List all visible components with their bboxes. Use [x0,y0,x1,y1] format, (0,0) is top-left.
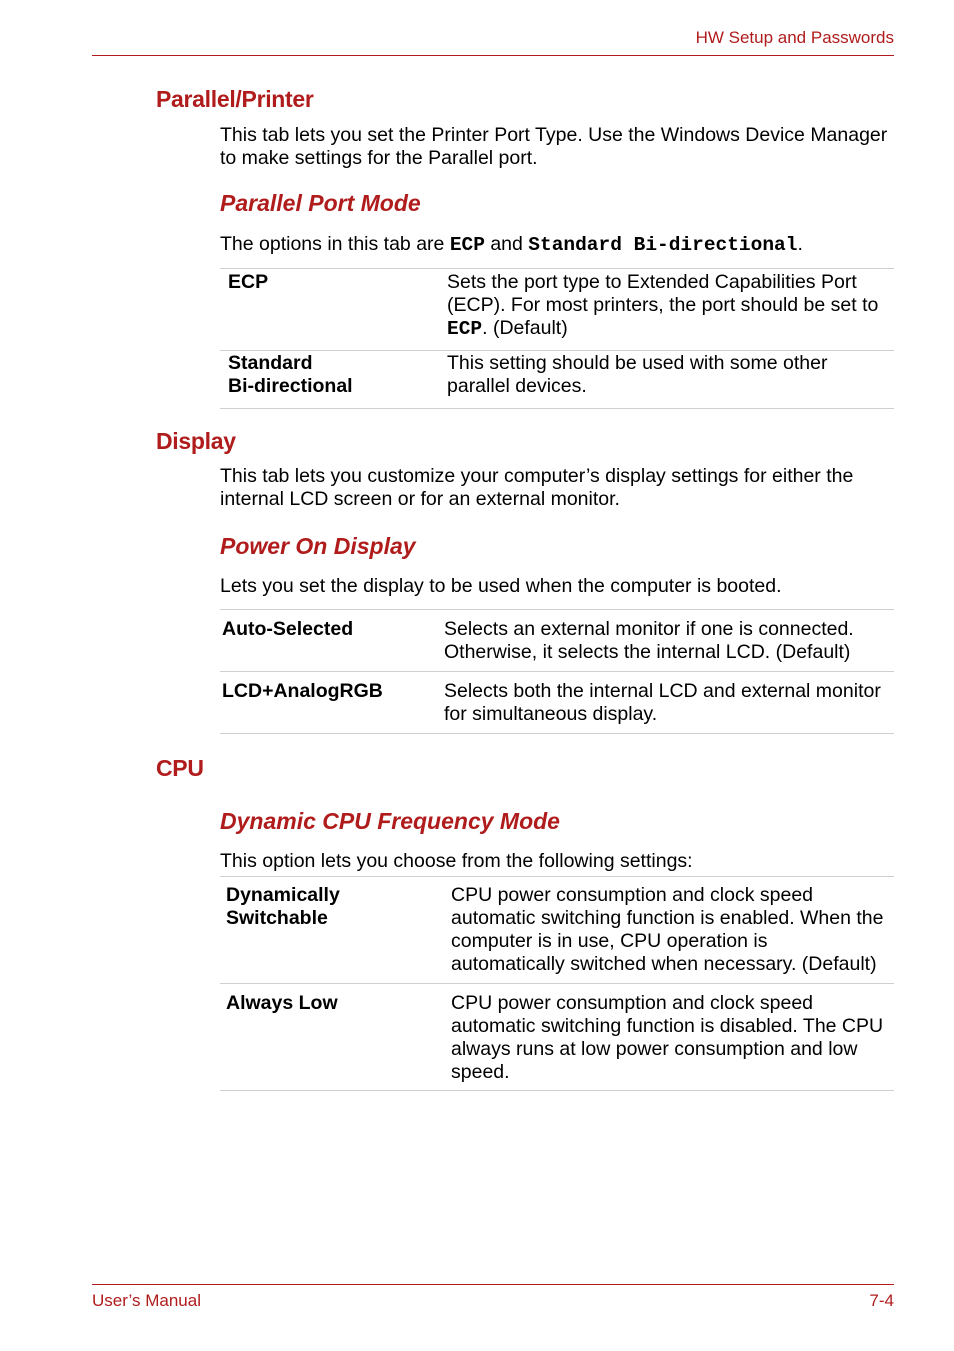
power-on-display-intro: Lets you set the display to be used when the computer is booted. [220,575,782,597]
dynamic-cpu-intro: This option lets you choose from the following settings: [220,850,693,872]
table-row [220,984,894,1091]
option-term: Always Low [220,984,451,1091]
table-row [220,351,894,409]
parallel-options-table [220,268,894,409]
table-row [220,672,894,734]
footer-manual-label: User’s Manual [92,1291,201,1310]
table-row [220,610,894,672]
section-heading-parallel: Parallel/Printer [156,86,314,112]
page-number: 7-4 [869,1291,894,1310]
subsection-heading-power-on-display: Power On Display [220,533,416,559]
subsection-heading-dynamic-cpu: Dynamic CPU Frequency Mode [220,808,560,834]
display-intro: This tab lets you customize your computer’s display settings for either the internal LCD screen or for an external monitor. [220,465,854,510]
running-header: HW Setup and Passwords [695,28,894,47]
section-heading-display: Display [156,428,236,454]
option-description: CPU power consumption and clock speed automatic switching function is disabled. The CPU always runs at low power consumption and low speed. [451,984,894,1091]
option-description: Sets the port type to Extended Capabilities Port (ECP). For most printers, the port should be set to ECP. (Default) [447,269,894,351]
option-term: ECP [220,269,447,351]
option-term: LCD+AnalogRGB [220,672,444,734]
footer-rule [92,1284,894,1285]
option-description: This setting should be used with some other parallel devices. [447,351,894,409]
parallel-intro: This tab lets you set the Printer Port Type. Use the Windows Device Manager to make settings for the Parallel port. [220,124,888,169]
option-description: Selects an external monitor if one is connected. Otherwise, it selects the internal LCD. (Default) [444,610,894,672]
option-term: Auto-Selected [220,610,444,672]
subsection-heading-parallel-port-mode: Parallel Port Mode [220,190,421,216]
display-options-table [220,609,894,734]
parallel-options-text: The options in this tab are ECP and Standard Bi-directional. [220,233,803,256]
table-row [220,269,894,351]
option-term: Dynamically Switchable [220,877,451,984]
option-description: CPU power consumption and clock speed automatic switching function is enabled. When the computer is in use, CPU operation is automatically switched when necessary. (Default) [451,877,894,984]
table-row [220,877,894,984]
option-description: Selects both the internal LCD and external monitor for simultaneous display. [444,672,894,734]
section-heading-cpu: CPU [156,755,204,781]
cpu-options-table [220,876,894,1091]
option-term: Standard Bi-directional [220,351,447,409]
header-rule [92,55,894,56]
